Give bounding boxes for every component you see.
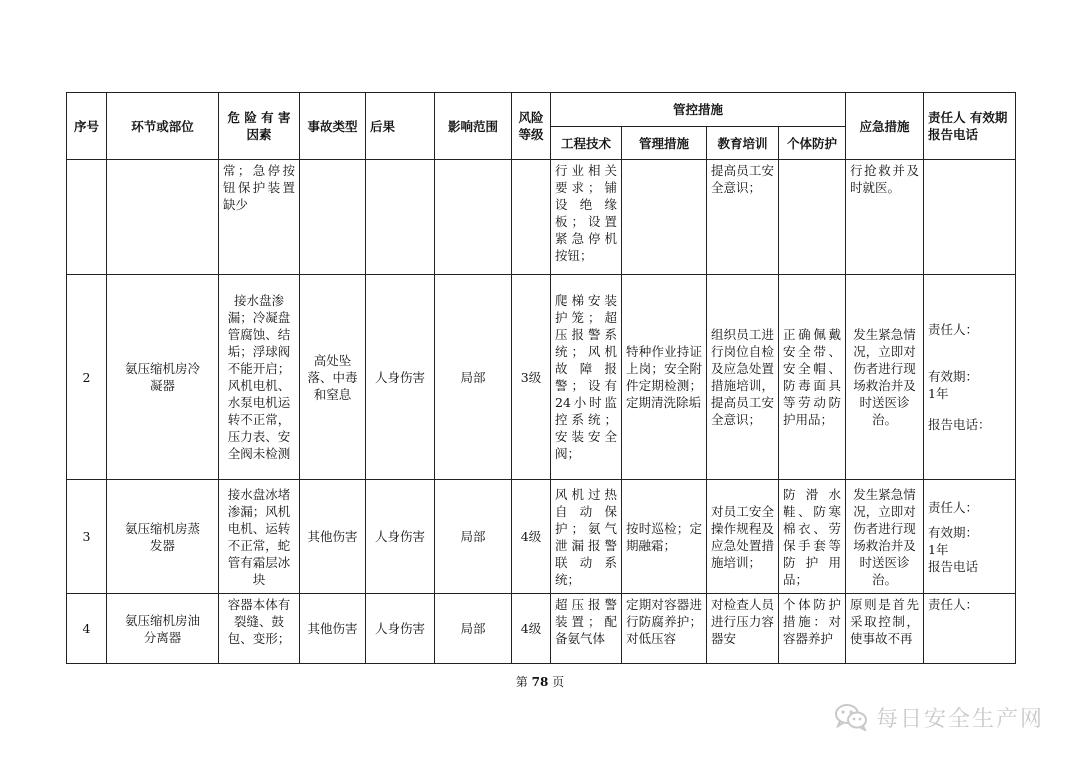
header-accident-type: 事故类型 [300,93,366,160]
cell-hazard: 接水盘冰堵渗漏；风机电机、运转不正常，蛇管有霜层冰块 [219,480,300,594]
cell-scope: 局部 [435,275,512,480]
cell-personal [779,160,846,275]
cell-consequence: 人身伤害 [366,275,435,480]
cell-risk-level: 4级 [512,594,551,664]
cell-emergency: 原则是首先采取控制，使事故不再 [846,594,924,664]
cell-education: 对检查人员进行压力容器安 [707,594,779,664]
cell-scope: 局部 [435,594,512,664]
cell-consequence: 人身伤害 [366,480,435,594]
table-row [67,160,1016,275]
cell-risk-level: 3级 [512,275,551,480]
cell-education: 对员工安全操作规程及应急处置措施培训； [707,480,779,594]
cell-location: 氨压缩机房油分离器 [107,594,219,664]
header-control-measures: 管控措施 [551,93,846,127]
table-row [67,480,1016,594]
cell-hazard: 常；急停按钮保护装置缺少 [219,160,300,275]
header-location: 环节或部位 [107,93,219,160]
cell-location: 氨压缩机房蒸发器 [107,480,219,594]
cell-emergency: 发生紧急情况，立即对伤者进行现场救治并及时送医诊治。 [846,275,924,480]
watermark [834,702,1044,732]
cell-emergency: 发生紧急情况，立即对伤者进行现场救治并及时送医诊治。 [846,480,924,594]
watermark-text: 每日安全生产网 [875,706,1044,732]
cell-risk-level: 4级 [512,480,551,594]
header-emergency: 应急措施 [846,93,924,160]
cell-scope: 局部 [435,480,512,594]
header-seq: 序号 [67,93,107,160]
header-engineering: 工程技术 [551,127,622,160]
header-risk-level: 风险 等级 [512,93,551,160]
validity-label: 有效期： [928,369,979,384]
cell-engineering: 风机过热自动保护；氨气泄漏报警联动系统； [551,480,622,594]
validity-label: 有效期： [928,524,979,540]
page-number [0,673,1080,690]
header-management: 管理措施 [622,127,707,160]
cell-consequence: 人身伤害 [366,594,435,664]
cell-seq: 3 [67,480,107,594]
cell-education: 组织员工进行岗位自检及应急处置措施培训，提高员工安全意识； [707,275,779,480]
cell-responsible [924,480,1016,594]
phone-label: 报告电话 [928,558,979,574]
page-number-prefix: 第 [515,675,528,689]
cell-location: 氨压缩机房冷凝器 [107,275,219,480]
cell-personal: 正确佩戴安全带、安全帽、防毒面具等劳动防护用品； [779,275,846,480]
cell-scope [435,160,512,275]
cell-responsible [924,275,1016,480]
page-number-suffix: 页 [552,675,565,689]
cell-management: 定期对容器进行防腐养护；对低压容 [622,594,707,664]
cell-accident-type: 高处坠落、中毒和窒息 [300,275,366,480]
cell-engineering: 行业相关要求；铺设绝缘板；设置紧急停机按钮； [551,160,622,275]
responsible-label: 责任人： [928,322,979,337]
responsible-label: 责任人： [928,499,979,515]
page-number-value: 78 [531,675,549,689]
cell-education: 提高员工安全意识； [707,160,779,275]
cell-responsible [924,160,1016,275]
validity-value: 1年 [928,541,949,557]
cell-responsible: 责任人： [924,594,1016,664]
cell-consequence [366,160,435,275]
wechat-icon [834,703,868,731]
risk-control-table [66,92,1016,664]
cell-management: 按时巡检；定期融霜； [622,480,707,594]
header-consequence: 后果 [366,93,435,160]
cell-engineering: 爬梯安装护笼；超压报警系统；风机故障报警；设有24小时监控系统；安装安全阀； [551,275,622,480]
cell-location [107,160,219,275]
cell-hazard: 接水盘渗漏；冷凝盘管腐蚀、结垢；浮球阀不能开启；风机电机、水泵电机运转不正常，压力表、安全阀未检测 [219,275,300,480]
cell-accident-type: 其他伤害 [300,480,366,594]
header-education: 教育培训 [707,127,779,160]
cell-management [622,160,707,275]
cell-seq [67,160,107,275]
cell-personal: 个体防护措施：对容器养护 [779,594,846,664]
phone-label: 报告电话： [928,417,991,432]
cell-accident-type: 其他伤害 [300,594,366,664]
table-row [67,275,1016,480]
cell-accident-type [300,160,366,275]
cell-emergency: 行抢救并及时就医。 [846,160,924,275]
table-header-row [67,93,1016,127]
header-responsible: 责任人 有效期 报告电话 [924,93,1016,160]
cell-seq: 2 [67,275,107,480]
cell-seq: 4 [67,594,107,664]
cell-personal: 防滑水鞋、防寒棉衣、劳保手套等防护用品； [779,480,846,594]
validity-value: 1年 [928,386,949,401]
cell-management: 特种作业持证上岗；安全附件定期检测；定期清洗除垢 [622,275,707,480]
header-personal: 个体防护 [779,127,846,160]
header-hazard: 危 险 有 害 因素 [219,93,300,160]
cell-risk-level [512,160,551,275]
cell-engineering: 超压报警装置；配备氨气体 [551,594,622,664]
cell-hazard: 容器本体有裂缝、鼓包、变形； [219,594,300,664]
header-scope: 影响范围 [435,93,512,160]
table-row [67,594,1016,664]
